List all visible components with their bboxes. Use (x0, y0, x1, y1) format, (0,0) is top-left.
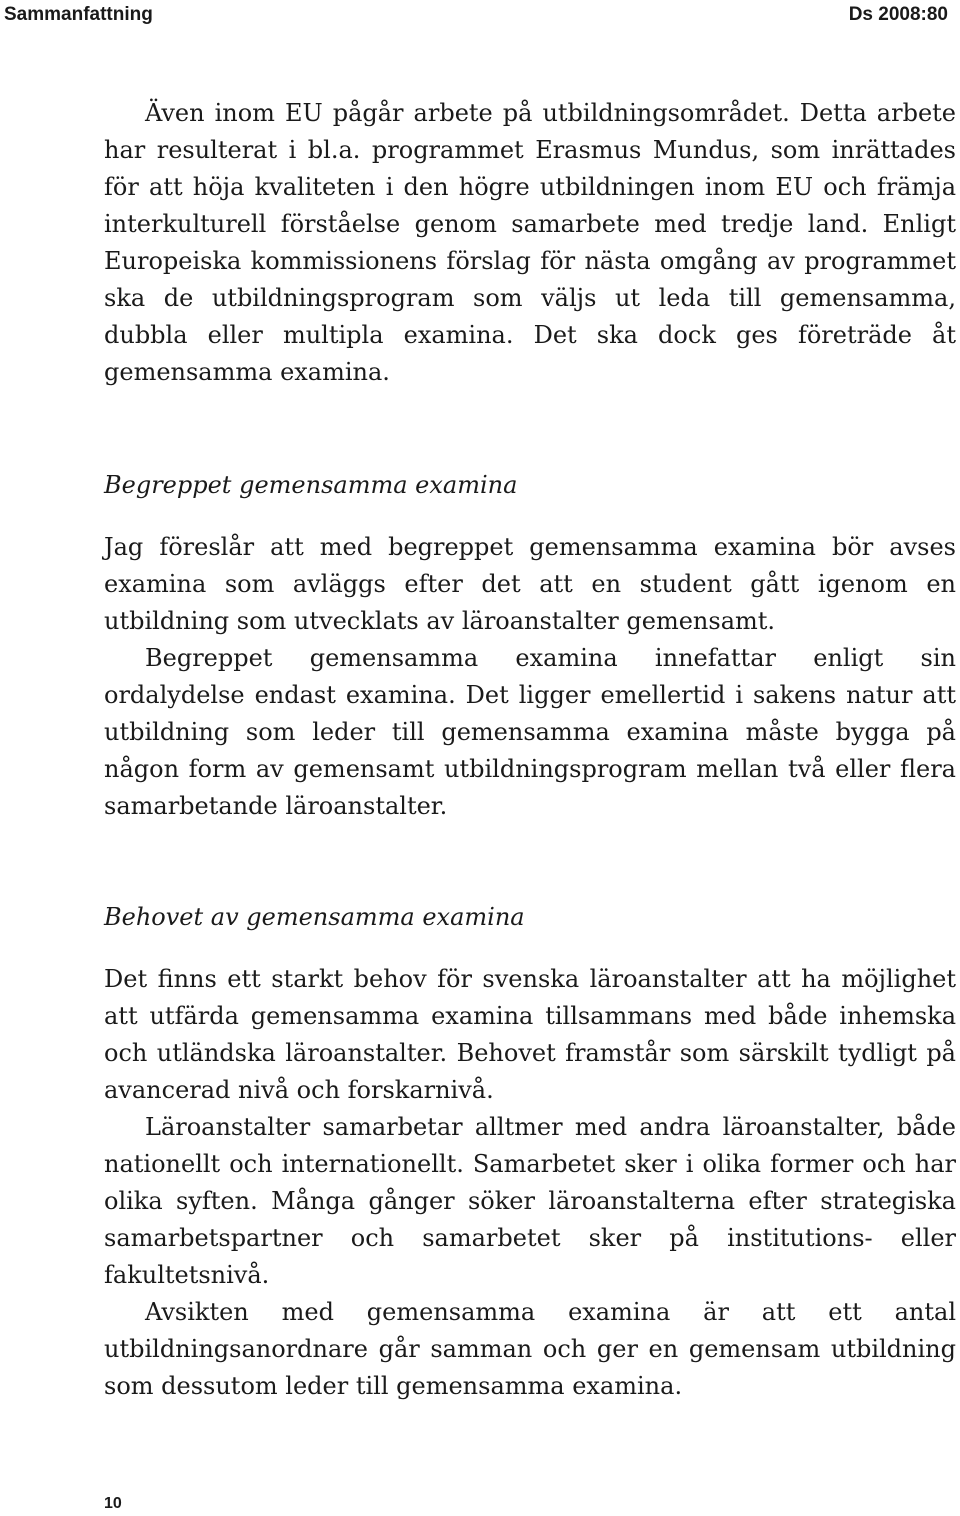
section-title: Sammanfattning (4, 4, 153, 25)
paragraph: Avsikten med gemensamma examina är att ett antal utbildningsanordnare går samman och ger en gemensam utbildning som dessutom leder till gemensamma examina. (104, 1298, 956, 1400)
paragraph: Det finns ett starkt behov för svenska läroanstalter att ha möjlighet att utfärda gemensamma examina tillsammans med både inhemska och utländska läroanstalter. Behovet framstår som särskilt tydligt på avancerad nivå och forskarnivå. (104, 965, 956, 1104)
document-id: Ds 2008:80 (848, 4, 948, 25)
intro-paragraph: Även inom EU pågår arbete på utbildningsområdet. Detta arbete har resulterat i bl.a. programmet Erasmus Mundus, som inrättades för att höja kvaliteten i den högre utbildningen inom EU och främja interkulturell förståelse genom samarbete med tredje land. Enligt Europeiska kommissionens förslag för nästa omgång av programmet ska de utbildningsprogram som väljs ut leda till gemensamma, dubbla eller multipla examina. Det ska dock ges företräde åt gemensamma examina. (104, 99, 956, 386)
section-body-behovet (104, 961, 956, 1405)
running-header (0, 2, 960, 28)
intro-block (104, 95, 956, 391)
section-heading-behovet: Behovet av gemensamma examina (104, 903, 525, 931)
paragraph: Begreppet gemensamma examina innefattar enligt sin ordalydelse endast examina. Det ligger emellertid i sakens natur att utbildning som leder till gemensamma examina måste bygga på någon form av gemensamt utbildningsprogram mellan två eller flera samarbetande läroanstalter. (104, 644, 956, 820)
section-body-begreppet (104, 529, 956, 825)
paragraph: Läroanstalter samarbetar alltmer med andra läroanstalter, både nationellt och internationellt. Samarbetet sker i olika former och har olika syften. Många gånger söker läroanstalterna efter strategiska samarbetspartner och samarbetet sker på institutions- eller fakultetsnivå. (104, 1113, 956, 1289)
page-number: 10 (104, 1495, 122, 1512)
paragraph: Jag föreslår att med begreppet gemensamma examina bör avses examina som avläggs efter det att en student gått igenom en utbildning som utvecklats av läroanstalter gemensamt. (104, 533, 956, 635)
section-heading-begreppet: Begreppet gemensamma examina (104, 471, 518, 499)
